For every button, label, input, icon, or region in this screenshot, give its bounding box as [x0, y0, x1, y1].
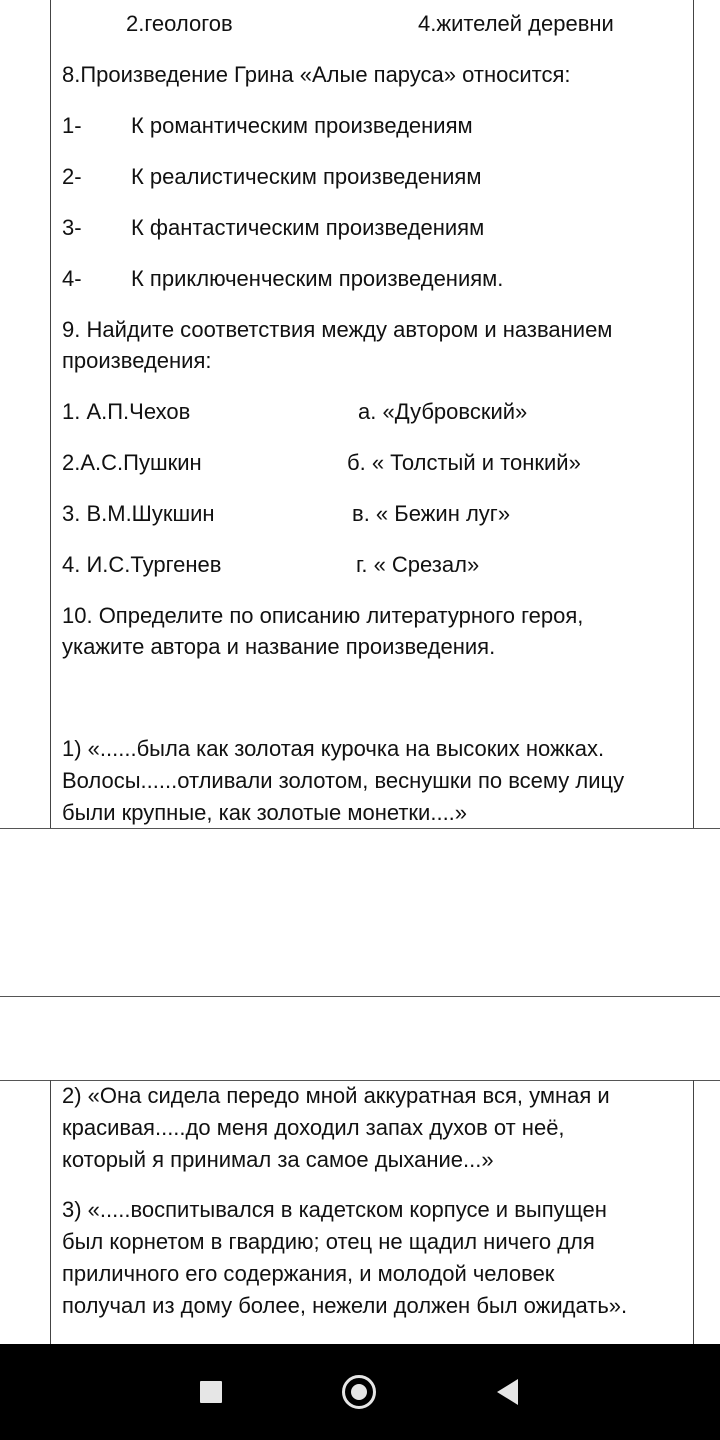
- back-button[interactable]: [458, 1344, 554, 1440]
- recents-button[interactable]: [162, 1344, 258, 1440]
- q9-author: 4. И.С.Тургенев: [62, 552, 222, 577]
- q9-work: г. « Срезал»: [356, 552, 480, 577]
- q8-option-text: К фантастическим произведениям: [131, 215, 485, 240]
- q9-work: а. «Дубровский»: [358, 399, 528, 424]
- q10-quote-3-line: приличного его содержания, и молодой человек: [62, 1261, 555, 1286]
- q10-quote-2-line: красивая.....до меня доходил запах духов от неё,: [62, 1115, 565, 1140]
- q8-question: 8.Произведение Грина «Алые паруса» относится:: [62, 62, 571, 87]
- q10-quote-3-line: 3) «.....воспитывался в кадетском корпусе и выпущен: [62, 1197, 607, 1222]
- q10-question-line: 10. Определите по описанию литературного героя,: [62, 603, 584, 628]
- q8-option-num: 4-: [62, 266, 82, 291]
- q10-quote-2-line: 2) «Она сидела передо мной аккуратная вся, умная и: [62, 1083, 610, 1108]
- q10-quote-3-line: получал из дому более, нежели должен был ожидать».: [62, 1293, 628, 1318]
- table-border-left: [50, 0, 51, 828]
- fragment-divider: [0, 828, 720, 829]
- q10-quote-2-line: который я принимал за самое дыхание...»: [62, 1147, 494, 1172]
- q10-quote-1-line: 1) «......была как золотая курочка на высоких ножках.: [62, 736, 605, 761]
- q9-author: 3. В.М.Шукшин: [62, 501, 215, 526]
- q8-option-text: К реалистическим произведениям: [131, 164, 482, 189]
- home-button[interactable]: [311, 1344, 407, 1440]
- q10-quote-3-line: был корнетом в гвардию; отец не щадил ничего для: [62, 1229, 595, 1254]
- q9-question-line: 9. Найдите соответствия между автором и названием: [62, 317, 613, 342]
- q9-author: 2.А.С.Пушкин: [62, 450, 202, 475]
- q8-option-text: К приключенческим произведениям.: [131, 266, 504, 291]
- q9-work: б. « Толстый и тонкий»: [347, 450, 581, 475]
- q7-option-2: 2.геологов: [126, 11, 233, 36]
- fragment-divider: [0, 996, 720, 997]
- square-recents-icon: [200, 1381, 222, 1403]
- q9-question-line: произведения:: [62, 348, 212, 373]
- q7-option-4: 4.жителей деревни: [418, 11, 614, 36]
- q9-author: 1. А.П.Чехов: [62, 399, 191, 424]
- q10-quote-1-line: Волосы......отливали золотом, веснушки по всему лицу: [62, 768, 625, 793]
- q8-option-text: К романтическим произведениям: [131, 113, 473, 138]
- q8-option-num: 1-: [62, 113, 82, 138]
- android-navigation-bar: [0, 1344, 720, 1440]
- q8-option-num: 2-: [62, 164, 82, 189]
- table-border-left: [50, 1080, 51, 1344]
- table-border-right: [693, 0, 694, 828]
- circle-home-inner: [351, 1384, 367, 1400]
- triangle-back-icon: [497, 1379, 518, 1405]
- q9-work: в. « Бежин луг»: [352, 501, 511, 526]
- q10-question-line: укажите автора и название произведения.: [62, 634, 496, 659]
- table-border-right: [693, 1080, 694, 1344]
- q8-option-num: 3-: [62, 215, 82, 240]
- q10-quote-1-line: были крупные, как золотые монетки....»: [62, 800, 468, 825]
